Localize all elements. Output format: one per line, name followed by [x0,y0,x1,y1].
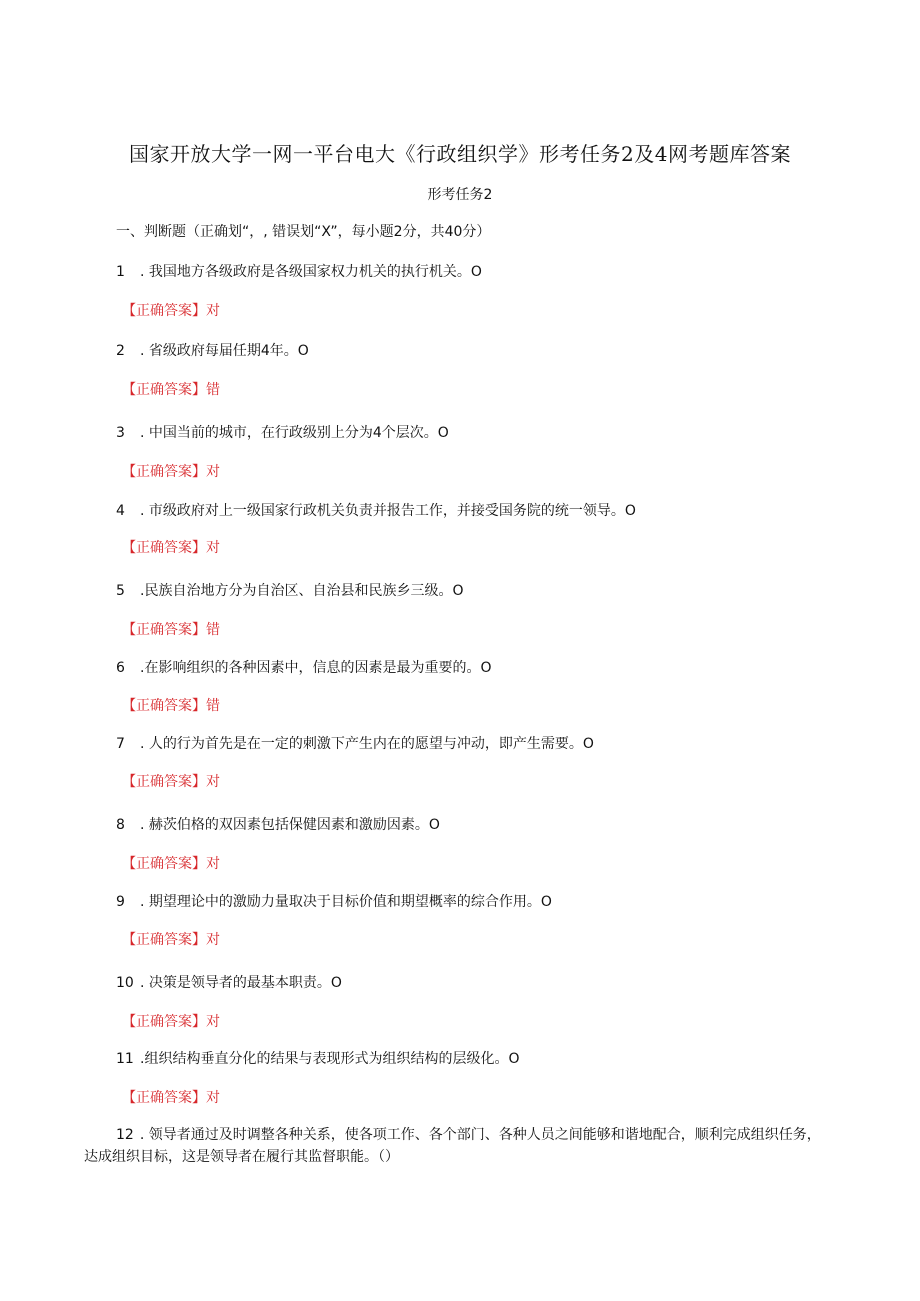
question-number: 7 [116,736,125,752]
part-heading: 一、判断题（正确划“，, 错误划“X”，每小题2分，共40分） [116,224,491,240]
answer-label: 【正确答案】对 [122,1090,220,1106]
question-item [116,891,552,911]
question-text: . 人的行为首先是在一定的刺激下产生内在的愿望与冲动，即产生需要。O [140,736,594,752]
answer-label: 【正确答案】对 [122,856,220,872]
question-number: 1 [116,264,125,280]
question-item [116,972,342,992]
question-number: 10 [116,975,134,991]
question-text: . 赫茨伯格的双因素包括保健因素和激励因素。O [140,817,440,833]
question-number: 3 [116,425,125,441]
question-text: . 期望理论中的激励力量取决于目标价值和期望概率的综合作用。O [140,894,552,910]
question-item [116,733,594,753]
question-text: . 市级政府对上一级国家行政机关负责并报告工作，并接受国务院的统一领导。O [140,503,636,519]
answer-label: 【正确答案】对 [122,303,220,319]
question-number: 4 [116,503,125,519]
question-number: 11 [116,1051,134,1067]
answer-label: 【正确答案】对 [122,1014,220,1030]
question-text: . 决策是领导者的最基本职责。O [140,975,342,991]
answer-label: 【正确答案】对 [122,932,220,948]
question-text: . 领导者通过及时调整各种关系，使各项工作、各个部门、各种人员之间能够和谐地配合，顺利完成组织任务，达成组织目标，这是领导者在履行其监督职能。（） [84,1127,821,1165]
section-title: 形考任务2 [427,187,493,203]
answer-label: 【正确答案】对 [122,540,220,556]
answer-label: 【正确答案】错 [122,622,220,638]
question-number: 5 [116,583,125,599]
question-text: .组织结构垂直分化的结果与表现形式为组织结构的层级化。O [140,1051,520,1067]
question-number: 6 [116,660,125,676]
question-number: 2 [116,343,125,359]
question-item [116,814,440,834]
question-item [116,340,309,360]
question-item [116,261,482,281]
question-text: . 中国当前的城市，在行政级别上分为4个层次。O [140,425,449,441]
question-item [116,1048,519,1068]
question-number: 8 [116,817,125,833]
question-item [116,657,491,677]
answer-label: 【正确答案】对 [122,774,220,790]
question-number: 9 [116,894,125,910]
question-item-long [84,1124,824,1168]
question-item [116,580,463,600]
answer-label: 【正确答案】对 [122,464,220,480]
answer-label: 【正确答案】错 [122,382,220,398]
question-item [116,422,449,442]
question-item [116,500,636,520]
document-title: 国家开放大学一网一平台电大《行政组织学》形考任务2及4网考题库答案 [129,142,791,166]
question-text: . 我国地方各级政府是各级国家权力机关的执行机关。O [140,264,482,280]
question-number: 12 [116,1127,134,1143]
question-text: .民族自治地方分为自治区、自治县和民族乡三级。O [140,583,464,599]
question-text: .在影响组织的各种因素中，信息的因素是最为重要的。O [140,660,492,676]
answer-label: 【正确答案】错 [122,698,220,714]
question-text: . 省级政府每届任期4年。O [140,343,309,359]
